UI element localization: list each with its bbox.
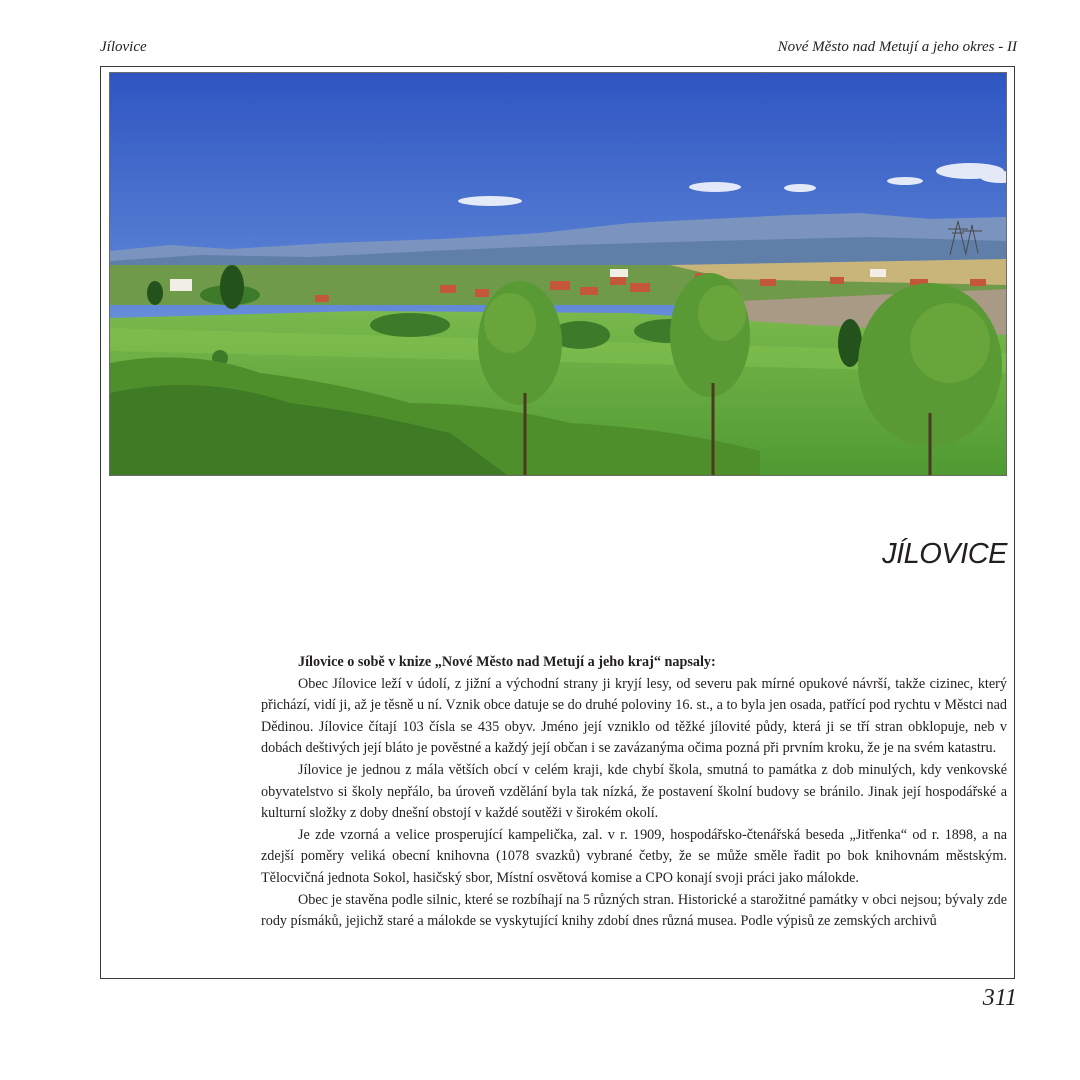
chapter-title: JÍLOVICE bbox=[882, 538, 1007, 570]
body-text bbox=[261, 652, 1007, 933]
running-head-left: Jílovice bbox=[100, 39, 147, 55]
lead-paragraph: Jílovice o sobě v knize „Nové Město nad Metují a jeho kraj“ napsaly: bbox=[298, 654, 716, 670]
paragraph: Je zde vzorná a velice prosperující kampelička, zal. v r. 1909, hospodářsko-čtenářská beseda „Jitřenka“ od r. 1898, a na zdejší poměry veliká obecní knihovna (1078 svazků) vybrané četby, že se může směle řadit po bok knihovnám městským. Tělocvičná jednota Sokol, hasičský sbor, Místní osvětová komise a CPO konají svoji práci jako málokde. bbox=[261, 826, 1007, 886]
paragraph: Obec je stavěna podle silnic, které se rozbíhají na 5 různých stran. Historické a starožitné památky v obci nejsou; bývaly zde rody písmáků, jejichž staré a málokde se vyskytující knihy zdobí dnes různá musea. Podle výpisů ze zemských archivů bbox=[261, 891, 1007, 930]
running-head-right: Nové Město nad Metují a jeho okres - II bbox=[777, 39, 1017, 55]
paragraph: Obec Jílovice leží v údolí, z jižní a východní strany ji kryjí lesy, od severu pak mírné opukové návrší, takže cizinec, který přichází, vidí ji, až je těsně u ní. Vznik obce datuje se do druhé poloviny 16. st., a to byla jen osada, patřící pod rychtu v Městci nad Dědinou. Jílovice čítají 103 čísla se 435 obyv. Jméno její vzniklo od těžké jílovité půdy, která ji se tří stran obklopuje, neb v dobách deštivých její bláto je pověstné a každý její občan i se zavázanýma očima pozná při prvním kroku, že je na svém katastru. bbox=[261, 675, 1007, 757]
paragraph: Jílovice je jednou z mála větších obcí v celém kraji, kde chybí škola, smutná to památka z dob minulých, kdy venkovské obyvatelstvo si školy nepřálo, ba úroveň vzdělání byla tak nízká, že postavení školní budovy se bránilo. Jinak její hospodářské a kulturní složky z doby dnešní obstojí v každé soutěži v širokém okolí. bbox=[261, 761, 1007, 822]
page-number: 311 bbox=[982, 985, 1017, 1011]
landscape-photo bbox=[109, 72, 1007, 476]
